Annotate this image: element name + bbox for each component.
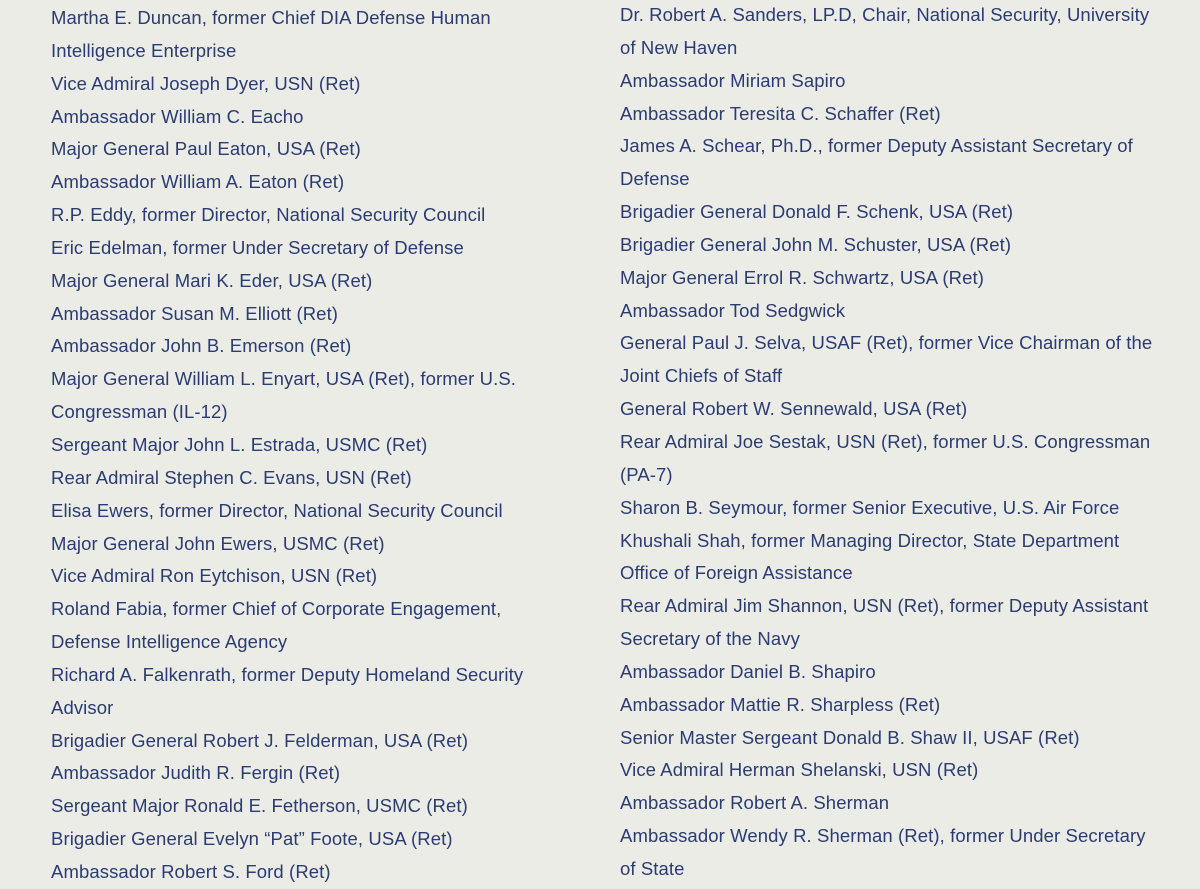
signatory-line: Major General Paul Eaton, USA (Ret) <box>51 138 361 160</box>
signatory-line: Intelligence Enterprise <box>51 39 237 61</box>
signatory-line: Ambassador Daniel B. Shapiro <box>620 660 876 682</box>
signatory-line: Dr. Robert A. Sanders, LP.D, Chair, National Security, University <box>620 4 1150 25</box>
signatory-line: Ambassador Teresita C. Schaffer (Ret) <box>620 102 941 124</box>
signatory-line: Sergeant Major Ronald E. Fetherson, USMC (Ret) <box>51 795 468 817</box>
signatory-line: Ambassador Tod Sedgwick <box>620 299 846 321</box>
signatory-line: Major General John Ewers, USMC (Ret) <box>51 532 385 554</box>
signatory-line: Vice Admiral Herman Shelanski, USN (Ret) <box>620 759 979 781</box>
signatory-line: Rear Admiral Stephen C. Evans, USN (Ret) <box>51 466 412 488</box>
signatory-line: of State <box>620 857 685 879</box>
signatory-line: Sergeant Major John L. Estrada, USMC (Ret) <box>51 433 428 455</box>
signatory-line: Ambassador Wendy R. Sherman (Ret), former Under Secretary <box>620 825 1146 847</box>
signatory-line: R.P. Eddy, former Director, National Security Council <box>51 204 486 226</box>
signatory-line: Brigadier General Robert J. Felderman, USA (Ret) <box>51 729 469 751</box>
signatory-line: Ambassador John B. Emerson (Ret) <box>51 335 352 357</box>
signatory-line: Secretary of the Navy <box>620 628 800 650</box>
signatory-line: Roland Fabia, former Chief of Corporate Engagement, <box>51 598 502 620</box>
signatory-line: Joint Chiefs of Staff <box>620 365 783 387</box>
signatory-line: General Robert W. Sennewald, USA (Ret) <box>620 398 968 420</box>
signatory-line: Eric Edelman, former Under Secretary of Defense <box>51 236 464 258</box>
signatory-line: Vice Admiral Ron Eytchison, USN (Ret) <box>51 565 378 587</box>
signatory-line: Richard A. Falkenrath, former Deputy Homeland Security <box>51 663 524 685</box>
signatory-line: Major General William L. Enyart, USA (Ret), former U.S. <box>51 368 517 390</box>
signatory-line: Ambassador Miriam Sapiro <box>620 69 846 91</box>
signatory-line: Office of Foreign Assistance <box>620 562 853 584</box>
signatory-line: Defense Intelligence Agency <box>51 631 288 653</box>
signatory-line: Congressman (IL-12) <box>51 401 228 423</box>
signatory-line: James A. Schear, Ph.D., former Deputy Assistant Secretary of <box>620 135 1133 157</box>
signatory-column-right <box>620 0 1160 886</box>
signatory-line: Advisor <box>51 696 114 718</box>
signatory-line: Rear Admiral Joe Sestak, USN (Ret), former U.S. Congressman <box>620 430 1151 452</box>
signatory-line: Sharon B. Seymour, former Senior Executive, U.S. Air Force <box>620 496 1120 518</box>
signatory-line: Ambassador Judith R. Fergin (Ret) <box>51 762 341 784</box>
signatory-line: Ambassador Robert A. Sherman <box>620 792 890 814</box>
signatory-line: General Paul J. Selva, USAF (Ret), former Vice Chairman of the <box>620 332 1153 354</box>
signatory-line: Elisa Ewers, former Director, National Security Council <box>51 499 503 521</box>
signatory-line: Ambassador Robert S. Ford (Ret) <box>51 860 331 882</box>
signatory-line: Ambassador William A. Eaton (Ret) <box>51 171 345 193</box>
signatory-line: Senior Master Sergeant Donald B. Shaw II, USAF (Ret) <box>620 726 1080 748</box>
signatory-line: Brigadier General Evelyn “Pat” Foote, USA (Ret) <box>51 828 453 850</box>
signatory-line: of New Haven <box>620 36 738 58</box>
signatory-line: (PA-7) <box>620 463 673 485</box>
signatory-line: Vice Admiral Joseph Dyer, USN (Ret) <box>51 72 361 94</box>
signatory-column-left <box>51 2 571 889</box>
signatory-line: Defense <box>620 168 690 190</box>
signatory-line: Brigadier General John M. Schuster, USA (Ret) <box>620 233 1012 255</box>
signatory-line: Rear Admiral Jim Shannon, USN (Ret), former Deputy Assistant <box>620 595 1149 617</box>
signatory-line: Ambassador Mattie R. Sharpless (Ret) <box>620 693 941 715</box>
signatory-line: Brigadier General Donald F. Schenk, USA (Ret) <box>620 201 1014 223</box>
signatory-line: Major General Errol R. Schwartz, USA (Ret) <box>620 266 985 288</box>
signatory-line: Ambassador William C. Eacho <box>51 105 304 127</box>
signatory-line: Ambassador Susan M. Elliott (Ret) <box>51 302 339 324</box>
signatory-line: Martha E. Duncan, former Chief DIA Defense Human <box>51 7 491 28</box>
signatory-line: Major General Mari K. Eder, USA (Ret) <box>51 269 373 291</box>
signatory-line: Khushali Shah, former Managing Director, State Department <box>620 529 1120 551</box>
